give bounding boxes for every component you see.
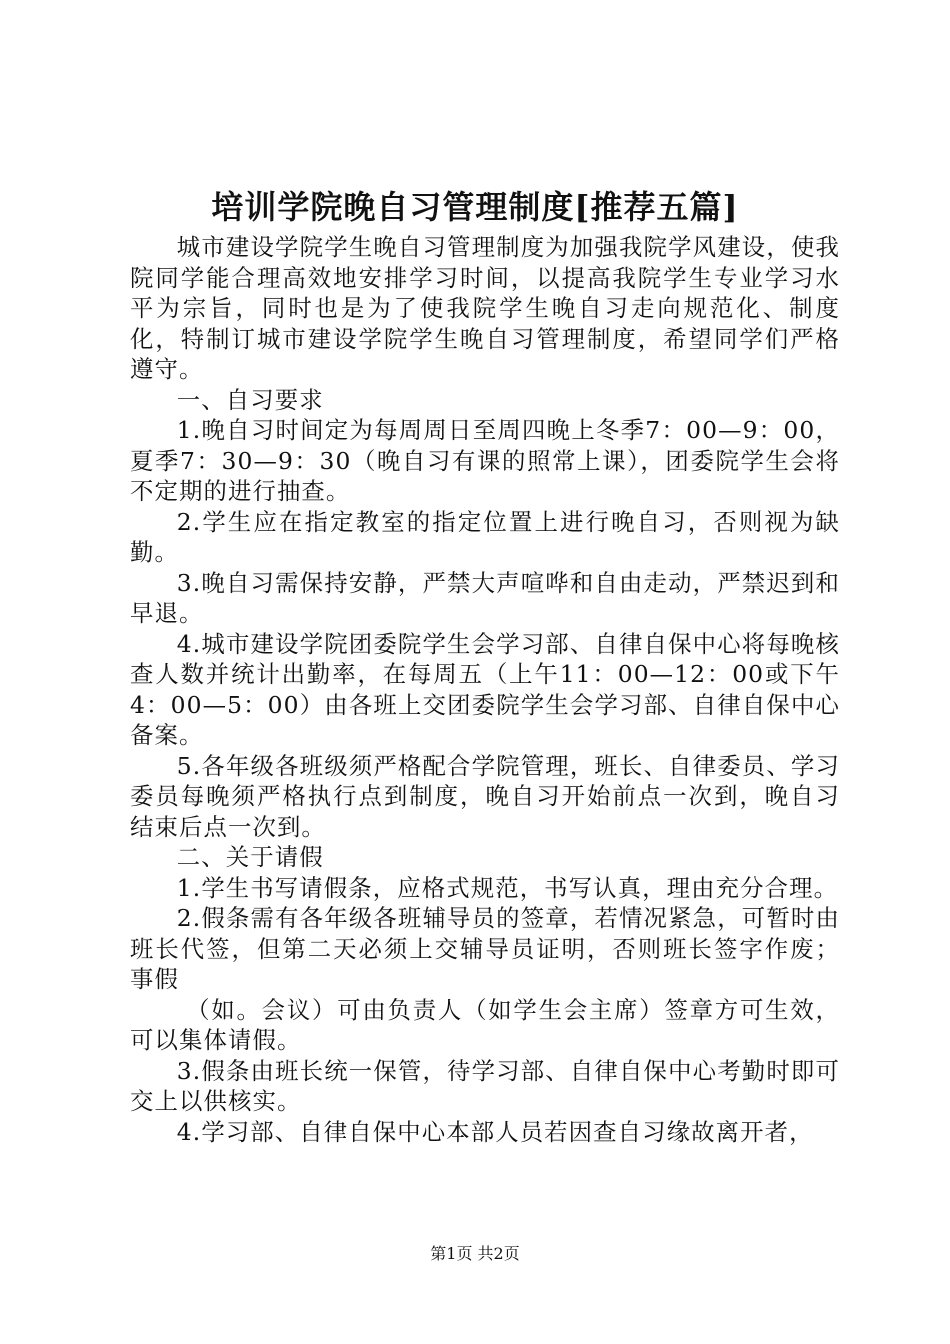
paragraph-intro: 城市建设学院学生晚自习管理制度为加强我院学风建设，使我院同学能合理高效地安排学习时间，以提高我院学生专业学习水平为宗旨，同时也是为了使我院学生晚自习走向规范化、制度化，特制订城市建设学院学生晚自习管理制度，希望同学们严格遵守。 (130, 233, 840, 383)
paragraph-item: 1.学生书写请假条，应格式规范，书写认真，理由充分合理。 (176, 873, 839, 902)
paragraph-item: 4.城市建设学院团委院学生会学习部、自律自保中心将每晚核查人数并统计出勤率，在每周五（上午11：00—12：00或下午4：00—5：00）由各班上交团委院学生会学习部、自律自保中心备案。 (130, 629, 840, 749)
document-title: 培训学院晚自习管理制度[推荐五篇] (211, 188, 739, 226)
document-body (130, 232, 840, 1147)
section-heading-requirements: 一、自习要求 (176, 385, 324, 414)
paragraph-item: 4.学习部、自律自保中心本部人员若因查自习缘故离开者， (176, 1117, 814, 1146)
paragraph-item: 5.各年级各班级须严格配合学院管理，班长、自律委员、学习委员每晚须严格执行点到制度，晚自习开始前点一次到，晚自习结束后点一次到。 (130, 751, 840, 841)
paragraph-item: 1.晚自习时间定为每周周日至周四晚上冬季7：00—9：00，夏季7：30—9：30（晚自习有课的照常上课），团委院学生会将不定期的进行抽查。 (130, 416, 840, 505)
paragraph-item: 3.假条由班长统一保管，待学习部、自律自保中心考勤时即可交上以供核实。 (130, 1056, 840, 1115)
paragraph-item: 3.晚自习需保持安静，严禁大声喧哗和自由走动，严禁迟到和早退。 (130, 568, 840, 627)
section-heading-leave: 二、关于请假 (176, 843, 324, 871)
paragraph-item: （如。会议）可由负责人（如学生会主席）签章方可生效，可以集体请假。 (130, 995, 840, 1054)
paragraph-item: 2.学生应在指定教室的指定位置上进行晚自习，否则视为缺勤。 (130, 507, 840, 566)
paragraph-item: 2.假条需有各年级各班辅导员的签章，若情况紧急，可暂时由班长代签，但第二天必须上交辅导员证明，否则班长签字作废；事假 (130, 904, 840, 993)
page-number-footer: 第1页 共2页 (430, 1244, 520, 1263)
